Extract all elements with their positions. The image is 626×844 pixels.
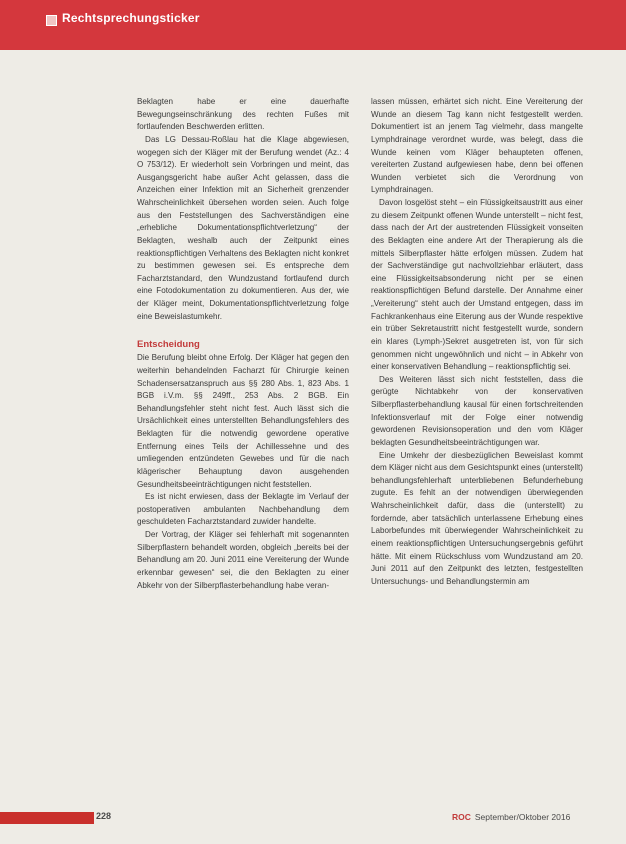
issue-date: September/Oktober 2016 xyxy=(474,812,571,822)
page-number: 228 xyxy=(96,811,112,821)
header-bar xyxy=(0,0,626,50)
section-heading: Entscheidung xyxy=(137,339,200,351)
paragraph: Eine Umkehr der diesbezüglichen Beweislast kommt dem Kläger nicht aus dem Gesichtspunkt eines (unterstellt) behandlungsfehlerhaft unterbliebenen Befunderhebung zugute. Es fehlt an der notwendigen überwiegenden Wahrscheinlichkeit dafür, dass die (unterstellt) zu fordernde, aber tatsächlich unterlassene Erhebung eines Laborbefundes mit überwiegender Wahrscheinlichkeit zu einem reaktionspflichtigen Untersuchungsergebnis geführt hätte. Mit einem Rückschluss vom Wundzustand am 20. Juni 2011 auf den Zeitpunkt des letzten, festgestellten Untersuchungs- und Behandlungstermin am xyxy=(371,450,583,586)
paragraph: Das LG Dessau-Roßlau hat die Klage abgewiesen, wogegen sich der Kläger mit der Berufung wendet (Az.: 4 O 753/12). Er wiederholt sein Vorbringen und meint, das Ausgangsgericht habe außer Acht gelassen, dass die Anzeichen einer Infektion mit an Sicherheit grenzender Wahrscheinlichkeit übersehen worden seien. Auch folge aus den Feststellungen des Sachverständigen eine „erhebliche Dokumentationspflichtverletzung“ der Beklagten, weshalb auch der Zeitpunkt eines reaktionspflichtigen Verhaltens des Beklagten nicht konkret zu bestimmen gewesen sei. Es entspreche dem Facharztstandard, den Wundzustand fortlaufend durch eine Fotodokumentation zu dokumentieren. Aus der, wie der Kläger meint, Dokumentationspflichtverletzung folge eine Beweislastumkehr. xyxy=(137,134,349,321)
footer-issue xyxy=(452,812,570,822)
footer-accent-bar xyxy=(0,812,94,824)
paragraph: lassen müssen, erhärtet sich nicht. Eine Vereiterung der Wunde an diesem Tag kann nicht festgestellt werden. Dokumentiert ist an jenem Tag vielmehr, dass mangelte Lymphdrainage verordnet wurde, was belegt, dass die Wunde keinen vom Kläger behaupteten offenen, vereiterten Zustand aufgewiesen habe, denn bei offenen Wunden verbietet sich die Verordnung von Lymphdrainagen. xyxy=(371,97,583,195)
section-title: Rechtsprechungsticker xyxy=(62,11,200,25)
paragraph: Es ist nicht erwiesen, dass der Beklagte im Verlauf der postoperativen ambulanten Nachbehandlung dem geschuldeten Facharztstandard zuwider handelte. xyxy=(137,492,349,527)
paragraph: Der Vortrag, der Kläger sei fehlerhaft mit sogenannten Silberpflastern behandelt worden, obgleich „bereits bei der Behandlung am 20. Juni 2011 eine Vereiterung der Wunde erkennbar gewesen“ sei, die den Beklagten zu einer Abkehr von der Silberpflasterbehandlung habe veran- xyxy=(137,530,349,590)
square-bullet-icon xyxy=(46,15,57,26)
right-column xyxy=(371,96,583,588)
journal-brand: ROC xyxy=(452,812,471,822)
paragraph: Beklagten habe er eine dauerhafte Bewegungseinschränkung des rechten Fußes mit fortlaufenden Beschwerden erlitten. xyxy=(137,97,349,132)
paragraph: Die Berufung bleibt ohne Erfolg. Der Kläger hat gegen den weiterhin behandelnden Facharzt für Chirurgie keinen Schadensersatzanspruch aus §§ 280 Abs. 1, 823 Abs. 1 BGB i.V.m. §§ 249ff., 253 Abs. 2 BGB. Ein Behandlungsfehler steht nicht fest. Auch lässt sich die Ursächlichkeit eines unterstellten Behandlungsfehlers des Beklagten für die notwendig gewordene operative Entfernung eines Teils der Achillessehne und des umliegenden entzündeten Gewebes und für die nach klägerischer Behauptung davon ausgehenden Gesundheitsbeeinträchtigungen nicht feststellen. xyxy=(137,353,349,489)
paragraph: Davon losgelöst steht – ein Flüssigkeitsaustritt aus einer zu diesem Zeitpunkt offenen Wunde unterstellt – nicht fest, dass nach der Art der austretenden Flüssigkeit vonseiten des Beklagten eine andere Art der Therapierung als die mittels Silberpflaster hätte erfolgen müssen. Zudem hat der Sachverständige gut nachvollziehbar erläutert, dass eine Flüssigkeitsabsonderung nicht per se einen reaktionspflichtigen Befund darstelle. Der Annahme einer „Vereiterung“ steht auch der Umstand entgegen, dass im Fachkrankenhaus eine Eiterung aus der Wunde respektive ein trüber Sekretaustritt nicht festgestellt wurde, sondern ein klares (Lymph-)Sekret ausgetreten ist, von für sich genommen nicht ungewöhnlich und nicht – in Abkehr von einer konservativen Behandlung – reaktionspflichtig sei. xyxy=(371,198,583,372)
left-column xyxy=(137,96,349,592)
paragraph: Des Weiteren lässt sich nicht feststellen, dass die gerügte Nichtabkehr von der konservativen Silberpflasterbehandlung kausal für einen fortschreitenden Infektionsverlauf mit der Folge einer notwendig gewordenen Revisionsoperation und den vom Kläger beklagten Gesundheitsbeeinträchtigungen war. xyxy=(371,374,583,447)
